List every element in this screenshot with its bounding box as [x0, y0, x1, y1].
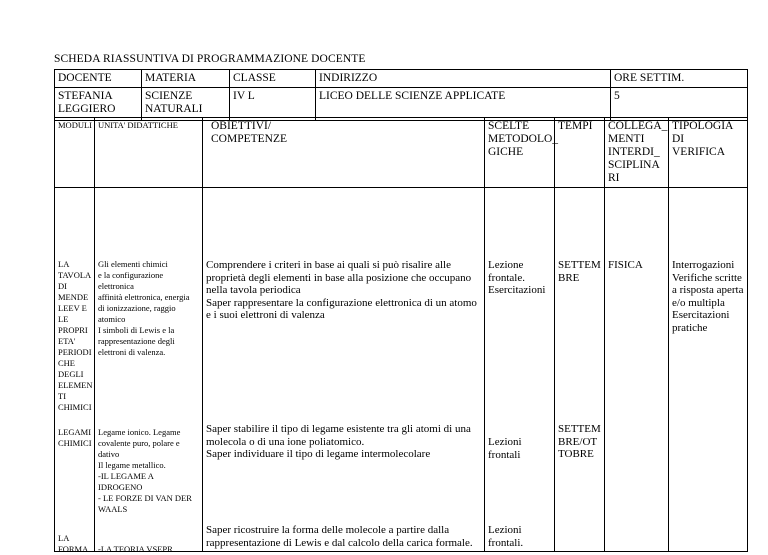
tempi-cell: [555, 188, 605, 552]
verifica-block-1: Interrogazioni Verifiche scritte a risposta aperta e/o multipla Esercitazioni pratiche: [672, 259, 744, 334]
obiettivi-block-1: Comprendere i criteri in base ai quali si può risalire alle proprietà degli elementi in base alla posizione che occupano nella tavola periodica Saper rappresentare la configurazione elettronica di un atomo e i suoi elettroni di valenza: [206, 259, 477, 321]
col-header-tempi: TEMPI: [555, 118, 605, 188]
classe-label: CLASSE: [230, 70, 316, 88]
col-header-moduli: MODULI: [55, 118, 95, 188]
header-table: [54, 69, 748, 121]
modulo-legami-chimici: LEGAMI CHIMICI: [58, 427, 92, 448]
indirizzo-value: LICEO DELLE SCIENZE APPLICATE: [316, 88, 611, 121]
table-row: [55, 188, 748, 552]
scelte-block-1: Lezione frontale. Esercitazioni: [488, 259, 546, 296]
table-header-row: [55, 118, 748, 188]
col-header-unita: UNITA' DIDATTICHE: [95, 118, 203, 188]
col-header-obiettivi: OBIETTIVI/ COMPETENZE: [203, 118, 485, 188]
unita-block-2: Legame ionico. Legame covalente puro, polare e dativo Il legame metallico. -IL LEGAME A IDROGENO - LE FORZE DI VAN DER WAALS: [98, 427, 192, 514]
page-title: SCHEDA RIASSUNTIVA DI PROGRAMMAZIONE DOCENTE: [54, 53, 366, 65]
collegamenti-block-1: FISICA: [608, 259, 643, 271]
verifica-cell: [669, 188, 748, 552]
scelte-block-2: Lezioni frontali: [488, 436, 522, 461]
tempi-block-1: SETTEM BRE: [558, 259, 601, 284]
scelte-cell: [485, 188, 555, 552]
programming-table: [54, 117, 748, 552]
col-header-collegamenti: COLLEGA_ MENTI INTERDI_ SCIPLINA RI: [605, 118, 669, 188]
obiettivi-block-3: Saper ricostruire la forma delle molecole a partire dalla rappresentazione di Lewis e dal calcolo della carica formale.: [206, 524, 473, 549]
ore-value: 5: [611, 88, 748, 121]
ore-label: ORE SETTIM.: [611, 70, 748, 88]
unita-block-3: -LA TEORIA VSEPR: [98, 544, 173, 554]
unita-block-1: Gli elementi chimici e la configurazione elettronica affinità elettronica, energia di ionizzazione, raggio atomico I simboli di Lewis e la rappresentazione degli elettroni di valenza.: [98, 259, 190, 357]
header-labels-row: [55, 70, 748, 88]
col-header-scelte: SCELTE METODOLO_ GICHE: [485, 118, 555, 188]
col-header-tipologia: TIPOLOGIA DI VERIFICA: [669, 118, 748, 188]
modulo-tavola-periodica: LA TAVOLA DI MENDE LEEV E LE PROPRI ETA' PERIODI CHE DEGLI ELEMEN TI CHIMICI: [58, 259, 93, 412]
collegamenti-cell: [605, 188, 669, 552]
indirizzo-label: INDIRIZZO: [316, 70, 611, 88]
unita-cell: [95, 188, 203, 552]
materia-value: SCIENZE NATURALI: [142, 88, 230, 121]
obiettivi-block-2: Saper stabilire il tipo di legame esistente tra gli atomi di una molecola o di una ione poliatomico. Saper individuare il tipo di legame intermolecolare: [206, 423, 471, 460]
moduli-cell: [55, 188, 95, 552]
docente-label: DOCENTE: [55, 70, 142, 88]
tempi-block-2: SETTEM BRE/OT TOBRE: [558, 423, 601, 460]
docente-value: STEFANIA LEGGIERO: [55, 88, 142, 121]
scelte-block-3: Lezioni frontali.: [488, 524, 524, 549]
materia-label: MATERIA: [142, 70, 230, 88]
obiettivi-cell: [203, 188, 485, 552]
header-values-row: [55, 88, 748, 121]
modulo-la-forma: LA FORMA: [58, 533, 89, 554]
classe-value: IV L: [230, 88, 316, 121]
